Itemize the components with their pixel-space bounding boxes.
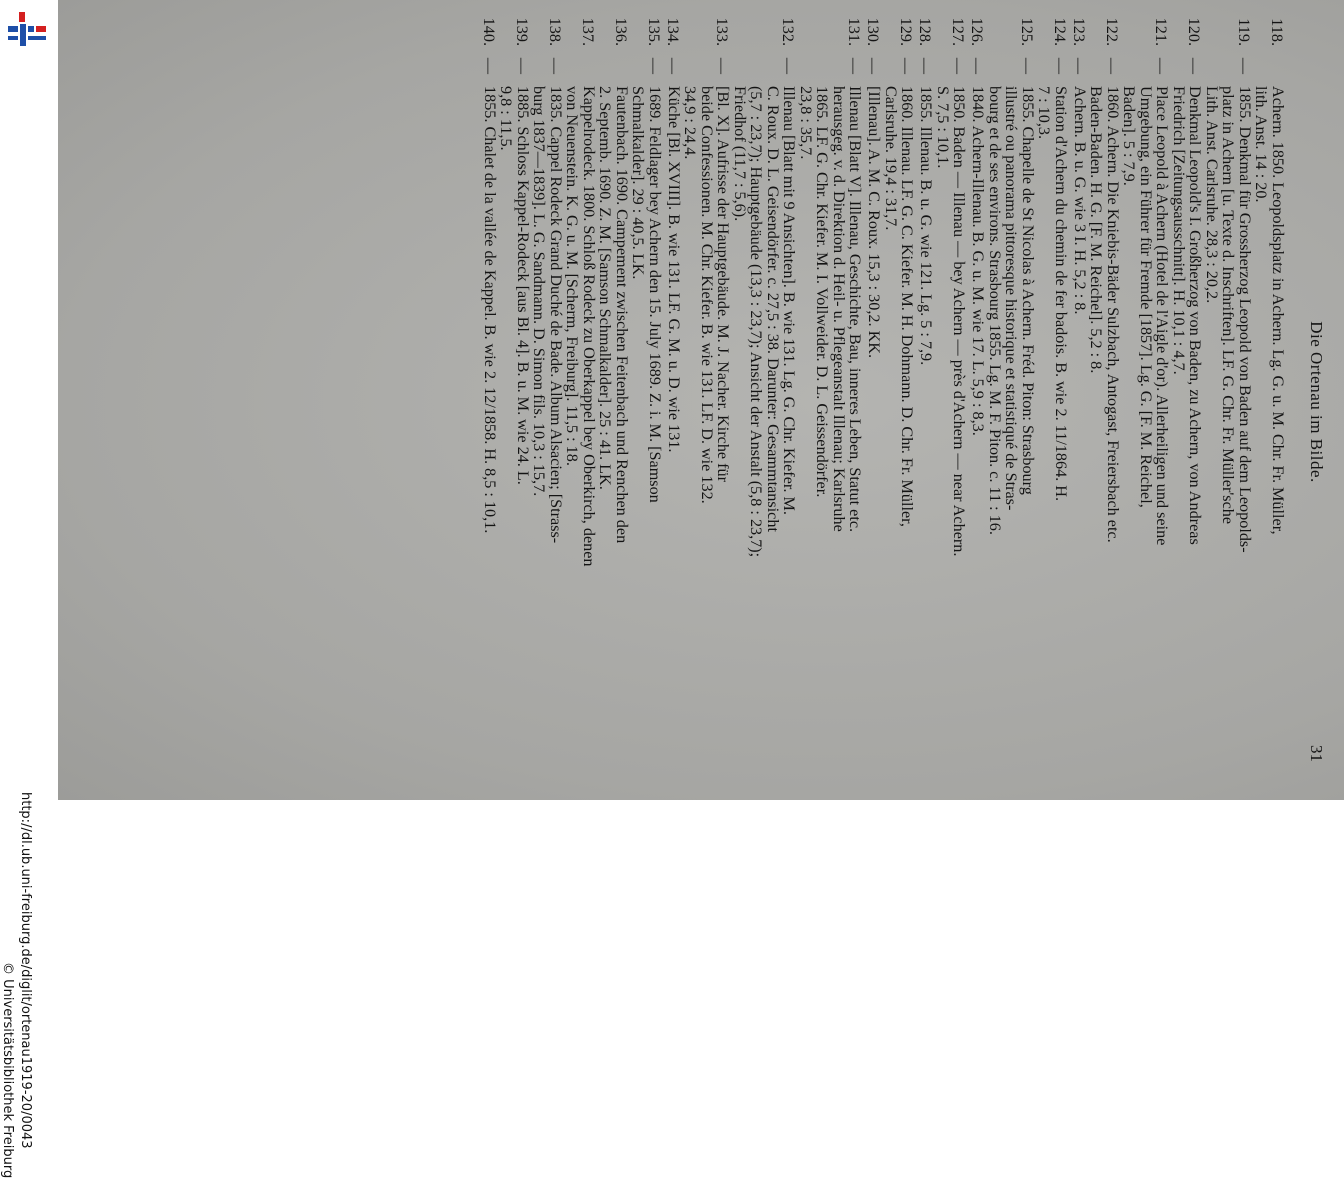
catalog-entry xyxy=(498,12,531,792)
entry-text xyxy=(1171,86,1204,792)
entry-ditto-dash: — xyxy=(1235,57,1253,75)
entry-ditto-dash: — xyxy=(546,57,564,75)
entry-line: 1860. Achern. Die Kniebis-Bäder Sulzbach, Antogast, Freiersbach etc. xyxy=(1104,86,1122,543)
catalog-entry xyxy=(1088,12,1121,792)
entry-text xyxy=(479,86,498,792)
entry-text xyxy=(1036,86,1069,792)
entry-text xyxy=(1069,86,1088,792)
entry-line: Friedhof (11,7 : 5,6). xyxy=(731,86,749,222)
entry-text xyxy=(663,86,682,792)
entry-line: Küche [Bl. XVIII]. B. wie 131. LF. G. M. u. D. wie 131. xyxy=(665,86,683,453)
entry-ditto-dash: — xyxy=(1185,57,1204,75)
viewer-sidebar xyxy=(0,0,58,1178)
catalog-entry xyxy=(531,12,564,792)
entry-number: 128. xyxy=(916,17,935,46)
entry-ditto-dash: — xyxy=(968,57,987,75)
catalog-entry xyxy=(935,12,968,792)
entry-ditto-dash: — xyxy=(779,57,798,75)
running-head: Die Ortenau im Bilde. xyxy=(1307,321,1326,483)
entry-line: S. 7,5 : 10,1. xyxy=(934,86,952,169)
catalog-entry xyxy=(883,12,916,792)
entry-ditto-dash: — xyxy=(897,57,916,75)
entry-number: 121. xyxy=(1152,17,1171,46)
entry-line: Carlsruhe. 19,4 : 31,7. xyxy=(882,86,900,231)
entry-line: Lith. Anst. Carlsruhe. 28,3 : 20,2. xyxy=(1203,86,1221,304)
entry-line: beide Confessionen. M. Chr. Kiefer. B. wie 131. LF. D. wie 132. xyxy=(698,86,716,504)
entry-line: 34,9 : 24,4. xyxy=(681,86,700,160)
entry-ditto-dash: — xyxy=(845,57,864,75)
catalog-entry xyxy=(479,12,498,792)
entry-line: Umgebung, ein Führer für Fremde [1857]. Lg. G. [F. M. Reichel, xyxy=(1137,86,1155,508)
entry-text xyxy=(968,86,987,792)
scanned-page xyxy=(58,0,1344,800)
catalog-entry xyxy=(732,12,798,792)
catalog-entry xyxy=(968,12,987,792)
entry-line: herausgeg. v. d. Direktion d. Heil- u. Pflegeanstalt Illenau; Karlsruhe xyxy=(830,86,848,532)
entry-number: 123. xyxy=(1070,17,1088,46)
catalog-entry xyxy=(1204,12,1254,792)
entry-text xyxy=(864,86,883,792)
entry-text xyxy=(630,86,663,792)
entry-line: 1835. Cappel Rodeck Grand Duché de Bade. Album Alsacien; [Strass- xyxy=(547,86,565,544)
entry-line: Illenau [Blatt mit 9 Ansichten]. B. wie 131. Lg. G. Chr. Kiefer. M. xyxy=(780,86,799,515)
catalog-entry xyxy=(916,12,935,792)
entry-line: Fautenbach. 1690. Campement zwischen Feitenbach und Renchen den xyxy=(613,86,631,544)
entry-number: 125. xyxy=(1018,17,1036,46)
entry-line: burg 1837—1839]. L. G. Sandmann. D. Simon fils. 10,3 : 15,7. xyxy=(530,86,549,497)
catalog-entry xyxy=(630,12,663,792)
entry-text xyxy=(597,86,630,792)
entry-line: [Bl. X]. Aufrisse der Hauptgebäude. M. J. Nacher. Kirche für xyxy=(714,86,733,483)
entry-number: 127. xyxy=(949,17,968,46)
entry-line: platz in Achern [u. Texte d. Inschriften]. LF. G. Chr. Fr. Müller'sche xyxy=(1219,86,1238,525)
catalog-entry xyxy=(1253,12,1286,792)
entry-number: 132. xyxy=(779,17,798,46)
entry-line: 1855. Illenau. B. u. G. wie 121. Lg. 5 : 7,9. xyxy=(917,86,936,366)
catalog-entry xyxy=(864,12,883,792)
entry-ditto-dash: — xyxy=(1103,57,1121,75)
entry-number: 130. xyxy=(864,17,883,46)
entry-text xyxy=(1121,86,1171,792)
entry-number: 120. xyxy=(1185,17,1204,46)
catalog-entries xyxy=(479,12,1286,792)
entry-text xyxy=(564,86,597,792)
entry-line: illustré ou panorama pittoresque historique et statistiqué de Stras- xyxy=(1002,86,1021,511)
source-url[interactable]: http://dl.ub.uni-freiburg.de/diglit/ortenau1919-20/0043 xyxy=(18,792,33,1149)
entry-line: 23,8 : 35,7. xyxy=(797,86,815,160)
entry-text xyxy=(883,86,916,792)
entry-text xyxy=(1253,86,1286,792)
entry-line: Kappelrodeck. 1800. Schloß Rodeck zu Oberkappel bey Oberkirch, denen xyxy=(580,86,598,567)
entry-text xyxy=(498,86,531,792)
entry-ditto-dash: — xyxy=(480,57,498,75)
entry-number: 126. xyxy=(968,17,987,46)
entry-number: 118. xyxy=(1268,18,1286,46)
entry-number: 129. xyxy=(897,17,916,46)
catalog-entry xyxy=(987,12,1037,792)
page-header xyxy=(1302,12,1326,792)
entry-line: 1860. Illenau. LF. G. C. Kiefer. M. H. Dohmann. D. Chr. Fr. Müller, xyxy=(898,86,917,527)
entry-line: 1850. Baden — Illenau — bey Achern — près d'Achern — near Achern. xyxy=(950,86,969,557)
entry-line: 1885. Schloss Kappel-Rodeck [aus Bl. 4]. B. u. M. wie 24. L. xyxy=(514,86,532,485)
entry-line: lith. Anst. 14 : 20. xyxy=(1252,86,1271,203)
entry-text xyxy=(682,86,732,792)
entry-line: 1840. Achern-Illenau. B. G. u. M. wie 17. L. 5,9 : 8,3. xyxy=(969,86,988,436)
entry-number: 124. xyxy=(1051,17,1069,46)
entry-ditto-dash xyxy=(1253,46,1286,86)
entry-text xyxy=(1088,86,1121,792)
entry-ditto-dash: — xyxy=(1152,57,1171,75)
entry-number: 131. xyxy=(845,17,864,46)
entry-ditto-dash: — xyxy=(949,57,968,75)
entry-number: 137. xyxy=(579,17,597,46)
entry-line: 1855. Chalet de la vallée de Kappel. B. wie 2. 12/1858. H. 8,5 : 10,1. xyxy=(481,86,499,534)
entry-number: 134. xyxy=(664,17,682,46)
catalog-entry xyxy=(663,12,682,792)
catalog-entry xyxy=(1036,12,1069,792)
entry-ditto-dash xyxy=(564,46,597,86)
catalog-entry xyxy=(564,12,597,792)
entry-text xyxy=(732,86,798,792)
entry-line: 1855. Denkmal für Grossherzog Leopold von Baden auf dem Leopolds- xyxy=(1236,86,1254,553)
entry-ditto-dash xyxy=(597,46,630,86)
entry-text xyxy=(531,86,564,792)
entry-line: bourg et de ses environs. Strasbourg 1855. Lg. M. F. Piton. c. 11 : 16. xyxy=(986,86,1004,535)
entry-text xyxy=(916,86,935,792)
entry-line: Schmalkalder]. 29 : 40,5. LK. xyxy=(629,86,648,280)
entry-number: 138. xyxy=(546,17,564,46)
catalog-entry xyxy=(798,12,864,792)
entry-line: Denkmal Leopold's I. Großherzog von Baden, zu Achern, von Andreas xyxy=(1186,86,1205,545)
catalog-entry xyxy=(597,12,630,792)
university-logo-icon[interactable] xyxy=(6,10,48,50)
entry-ditto-dash: — xyxy=(513,57,531,75)
entry-ditto-dash: — xyxy=(645,57,663,75)
entry-line: 7 : 10,3. xyxy=(1035,86,1054,140)
entry-number: 140. xyxy=(480,17,498,46)
entry-line: 1865. LF. G. Chr. Kiefer. M. I. Vollweider. D. L. Geissendörfer. xyxy=(813,86,832,498)
catalog-entry xyxy=(682,12,732,792)
entry-line: Place Leopold à Achern (Hotel de l'Aigle d'or). Allerheiligen und seine xyxy=(1153,86,1172,546)
entry-line: Achern. B. u. G. wie 3 I. H. 5,2 : 8. xyxy=(1071,86,1089,315)
entry-number: 139. xyxy=(513,17,531,46)
entry-number: 133. xyxy=(713,17,732,46)
entry-ditto-dash: — xyxy=(664,57,682,75)
entry-line: Illenau [Blatt V]. Illenau, Geschichte, Bau, inneres Leben, Statut etc. xyxy=(846,86,865,533)
catalog-entry xyxy=(1171,12,1204,792)
catalog-entry xyxy=(1121,12,1171,792)
entry-text xyxy=(798,86,864,792)
entry-ditto-dash: — xyxy=(916,57,935,75)
entry-number: 136. xyxy=(612,17,630,46)
entry-line: Baden]. 5 : 7,9. xyxy=(1120,86,1139,186)
entry-line: von Neuenstein. K. G. u. M. [Scherm, Freiburg]. 11,5 : 18. xyxy=(563,86,582,466)
entry-line: [Illenau]. A. M. C. Roux. 15,3 : 30,2. KK. xyxy=(865,86,884,359)
entry-line: Achern. 1850. Leopoldsplatz in Achern. Lg. G. u. M. Chr. Fr. Müller, xyxy=(1269,86,1287,535)
entry-ditto-dash: — xyxy=(713,57,732,75)
entry-line: 1855. Chapelle de St Nicolas à Achern. Fréd. Piton: Strasbourg xyxy=(1019,86,1037,495)
catalog-entry xyxy=(1069,12,1088,792)
page-number: 31 xyxy=(1307,745,1326,762)
entry-number: 119. xyxy=(1235,18,1253,46)
entry-ditto-dash: — xyxy=(1018,57,1036,75)
page-text-rotated xyxy=(226,12,1326,792)
entry-line: Station d'Achern du chemin de fer badois. B. wie 2. 11/1864. H. xyxy=(1052,86,1070,502)
entry-ditto-dash: — xyxy=(864,57,883,75)
entry-line: Baden-Baden. H. G. [F. M. Reichel]. 5,2 : 8. xyxy=(1087,86,1106,374)
entry-line: 9,8 : 11,5. xyxy=(497,86,516,151)
entry-number: 122. xyxy=(1103,17,1121,46)
entry-text xyxy=(987,86,1037,792)
entry-text xyxy=(935,86,968,792)
entry-ditto-dash: — xyxy=(1070,57,1088,75)
entry-line: Friedrich [Zeitungsausschnitt]. H. 10,1 : 4,7. xyxy=(1170,86,1188,375)
entry-line: (5,7 : 23,7); Hauptgebäude (13,3 : 23,7); Ansicht der Anstalt (5,8 : 23,7); xyxy=(747,86,766,558)
copyright-notice: © Universitätsbibliothek Freiburg xyxy=(0,962,15,1178)
entry-line: 2. Septemb. 1690. Z. M. [Samson Schmalkalder]. 25 : 41. LK. xyxy=(596,86,615,490)
entry-ditto-dash: — xyxy=(1051,57,1069,75)
entry-line: 1689. Feldlager bey Achern den 15. July 1689. Z. i. M. [Samson xyxy=(646,86,664,503)
entry-text xyxy=(1204,86,1254,792)
entry-line: C. Roux. D. L. Geisendörfer. c. 27,5 : 38. Darunter: Gesammtansicht xyxy=(764,86,782,532)
entry-number: 135. xyxy=(645,17,663,46)
